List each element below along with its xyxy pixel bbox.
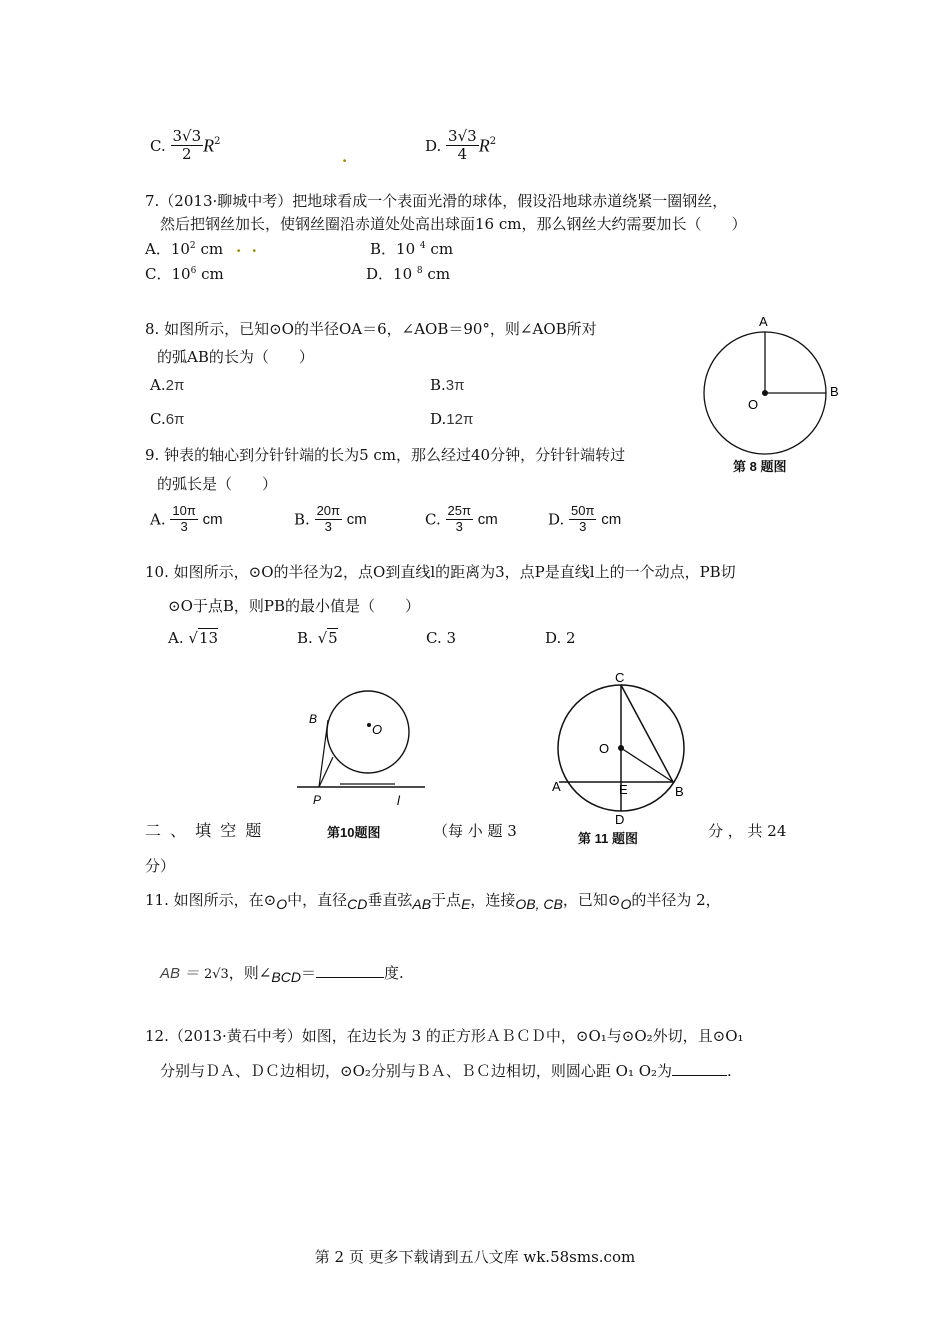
q6-c-fraction: $\frac{3√3}{2}$: [172, 127, 202, 164]
fig10-circle: [327, 691, 409, 773]
fig10-label-b: B: [309, 712, 318, 726]
fig11-label-e: E: [619, 782, 628, 797]
q9-line1: 9. 钟表的轴心到分针针端的长为5 cm，那么经过40分钟，分针针端转过: [145, 446, 626, 464]
q10-option-b: B. √5: [297, 629, 338, 647]
q7-option-d: D．10 $^8$ cm: [366, 265, 451, 283]
fig11-center-dot: [618, 745, 624, 751]
q9-option-a: A. $\frac{10\pi}{3}$ cm: [150, 503, 223, 534]
section2-rule-3: 分）: [145, 857, 176, 875]
q11-line2: AB ＝ 2√3，则$\angle_{BCD}=$ 度.: [160, 964, 404, 985]
q11-answer-blank[interactable]: [316, 977, 384, 978]
fig8-caption: 第 8 题图: [733, 459, 787, 474]
fig11-label-o: O: [599, 741, 610, 756]
fig11-label-c: C: [615, 670, 625, 685]
q7-line2: 然后把钢丝加长，使钢丝圈沿赤道处处高出球面16 cm，那么钢丝大约需要加长（ ）: [160, 215, 747, 233]
fig10-caption: 第10题图: [327, 825, 381, 840]
q8-option-b: B.3π: [430, 376, 465, 394]
page-footer: 第 2 页 更多下载请到五八文库 wk.58sms.com: [314, 1248, 636, 1266]
section2-title: 二 、 填 空 题: [145, 821, 264, 840]
fig10-center-dot: [367, 723, 371, 727]
q9-option-c: C. $\frac{25\pi}{3}$ cm: [425, 503, 498, 534]
q8-option-c: C.6π: [150, 410, 185, 428]
fig8-label-o: O: [748, 397, 759, 412]
decor-dot: .: [342, 148, 348, 166]
q9-option-d: D. $\frac{50\pi}{3}$ cm: [548, 503, 622, 534]
q12-line1: 12.（2013·黄石中考）如图，在边长为 3 的正方形ＡＢＣＤ中，⊙O₁与⊙O₂外切，且⊙O₁: [145, 1027, 744, 1045]
fig11-segment-ob: [621, 748, 673, 782]
q8-option-a: A.2π: [150, 376, 185, 394]
q9-line2: 的弧长是（ ）: [157, 475, 278, 493]
q10-option-a: A. √13: [168, 629, 219, 647]
q9-option-b: B. $\frac{20\pi}{3}$ cm: [294, 503, 367, 534]
figure-11: [545, 670, 700, 830]
fig11-label-a: A: [552, 779, 561, 794]
fig10-label-p: P: [313, 793, 322, 807]
q7-option-b: B．10 $^4$ cm: [370, 240, 454, 258]
section2-rule-2: 分 ， 共 24: [708, 822, 787, 840]
fig11-label-b: B: [675, 784, 684, 799]
fig8-center-dot: [762, 390, 768, 396]
q10-line2: ⊙O于点B，则PB的最小值是（ ）: [168, 597, 421, 615]
fig8-label-a: A: [759, 314, 768, 329]
q12-line2: 分别与ＤＡ、ＤＣ边相切，⊙O₂分别与ＢＡ、ＢＣ边相切，则圆心距 O₁ O₂为 .: [160, 1062, 732, 1080]
fig10-label-l: l: [397, 793, 400, 808]
q8-line2: 的弧AB的长为（ ）: [157, 348, 314, 366]
fig11-caption: 第 11 题图: [578, 831, 638, 846]
q10-line1: 10. 如图所示，⊙O的半径为2，点O到直线l的距离为3，点P是直线l上的一个动点，PB切: [145, 563, 736, 581]
figure-10: [295, 675, 430, 815]
q7-option-a: A．$10^2$ cm: [145, 240, 224, 258]
q6-option-d: D. $\frac{3√3}{4}$ $R^2$: [425, 127, 497, 164]
figure-8: [690, 305, 860, 480]
fig11-segment-cb: [621, 685, 673, 782]
q6-d-fraction: $\frac{3√3}{4}$: [448, 127, 477, 164]
fig8-label-b: B: [830, 384, 839, 399]
q11-line1: 11. 如图所示，在$⊙_O$中，直径$_{CD}$垂直弦$_{AB}$于点$_E$，连接$_{OB, CB}$，已知$⊙_O$的半径为 2，: [145, 891, 721, 912]
section2-rule-1: （每 小 题 3: [433, 822, 517, 840]
q7-option-c: C．$10^6$ cm: [145, 265, 224, 283]
fig11-label-d: D: [615, 812, 625, 827]
q12-answer-blank[interactable]: [672, 1075, 727, 1076]
q10-option-c: C. 3: [426, 629, 457, 647]
fig10-label-o: O: [372, 722, 383, 737]
q10-option-d: D. 2: [545, 629, 576, 647]
q8-option-d: D.12π: [430, 410, 474, 428]
q8-line1: 8. 如图所示，已知⊙O的半径OA＝6，∠AOB＝90°，则∠AOB所对: [145, 320, 597, 338]
q6-option-c: C. $\frac{3√3}{2}$ $R^2$: [150, 127, 221, 164]
q7-line1: 7.（2013·聊城中考）把地球看成一个表面光滑的球体，假设沿地球赤道绕紧一圈钢丝，: [145, 192, 728, 210]
decor-dots: . .: [236, 238, 257, 256]
